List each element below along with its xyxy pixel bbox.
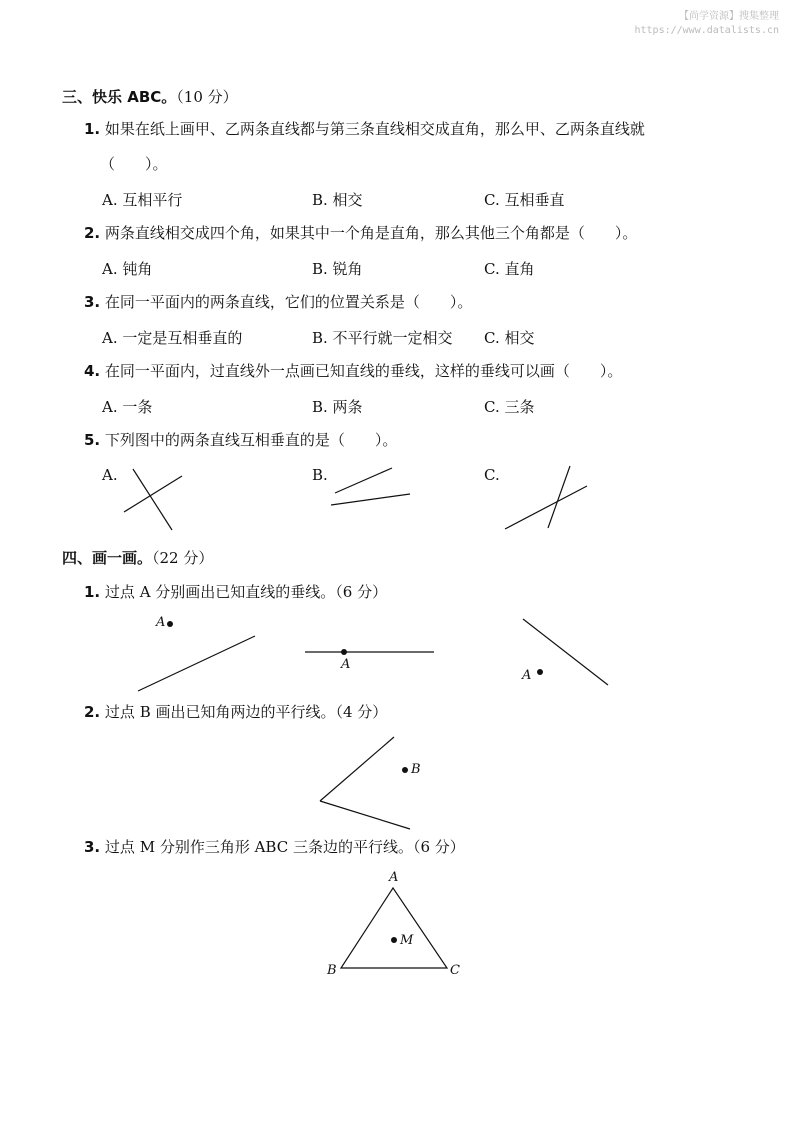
label-a-2: A <box>341 657 351 672</box>
question-text: 过点 A 分别画出已知直线的垂线。（6 分） <box>104 583 388 601</box>
q5-a-line2 <box>133 469 172 530</box>
label-vertex-b: B <box>327 963 337 978</box>
question-text: 过点 M 分别作三角形 ABC 三条边的平行线。（6 分） <box>104 838 465 856</box>
option-c: C. 互相垂直 <box>484 191 565 209</box>
option-b: B. 锐角 <box>312 260 363 278</box>
option-b: B. <box>312 466 328 484</box>
section4-title: 四、画一画。 <box>62 549 153 567</box>
angle-side-2 <box>320 801 410 829</box>
option-a: A. 钝角 <box>102 260 153 278</box>
question-text: 如果在纸上画甲、乙两条直线都与第三条直线相交成直角，那么甲、乙两条直线就 <box>104 120 645 138</box>
option-b: B. 相交 <box>312 191 363 209</box>
label-a-3: A <box>522 668 532 683</box>
q5-a-line1 <box>124 476 182 512</box>
point-a-3 <box>537 669 543 675</box>
question-number: 2. <box>84 224 101 242</box>
given-line-3 <box>523 619 608 685</box>
option-c: C. 相交 <box>484 329 535 347</box>
question-3-1-blank: （ ）。 <box>100 155 168 173</box>
option-b: B. 两条 <box>312 398 363 416</box>
watermark-line1: 【尚学资源】搜集整理 <box>679 11 779 22</box>
section4-points: （22 分） <box>152 549 214 567</box>
question-number: 5. <box>84 431 101 449</box>
angle-side-1 <box>320 737 394 801</box>
question-text: 两条直线相交成四个角，如果其中一个角是直角，那么其他三个角都是（ ）。 <box>104 224 638 242</box>
q5-b-line2 <box>331 494 410 505</box>
question-number: 3. <box>84 293 101 311</box>
section3-title: 三、快乐 ABC。 <box>62 88 177 106</box>
option-a: A. <box>102 466 118 484</box>
question-text: 在同一平面内的两条直线，它们的位置关系是（ ）。 <box>104 293 473 311</box>
q5-b-line1 <box>335 468 392 493</box>
option-c: C. <box>484 466 500 484</box>
label-b: B <box>411 762 421 777</box>
triangle-abc <box>341 888 447 968</box>
point-a-2 <box>341 649 347 655</box>
given-line-1 <box>138 636 255 691</box>
question-text: 在同一平面内，过直线外一点画已知直线的垂线，这样的垂线可以画（ ）。 <box>104 362 623 380</box>
label-m: M <box>400 933 414 948</box>
label-vertex-a: A <box>389 870 399 885</box>
question-number: 4. <box>84 362 101 380</box>
label-vertex-c: C <box>450 963 460 978</box>
option-a: A. 一定是互相垂直的 <box>102 329 243 347</box>
point-b <box>402 767 408 773</box>
section3-points: （10 分） <box>176 88 238 106</box>
option-b: B. 不平行就一定相交 <box>312 329 453 347</box>
option-a: A. 互相平行 <box>102 191 183 209</box>
question-number: 3. <box>84 838 101 856</box>
option-a: A. 一条 <box>102 398 153 416</box>
question-number: 1. <box>84 583 101 601</box>
question-number: 2. <box>84 703 101 721</box>
q5-c-line1 <box>505 486 587 529</box>
option-c: C. 三条 <box>484 398 535 416</box>
question-text: 过点 B 画出已知角两边的平行线。（4 分） <box>104 703 388 721</box>
point-a-1 <box>167 621 173 627</box>
question-text: 下列图中的两条直线互相垂直的是（ ）。 <box>104 431 398 449</box>
question-number: 1. <box>84 120 101 138</box>
option-c: C. 直角 <box>484 260 535 278</box>
point-m <box>391 937 397 943</box>
label-a-1: A <box>156 615 166 630</box>
watermark-line2: https://www.datalists.cn <box>634 25 779 36</box>
